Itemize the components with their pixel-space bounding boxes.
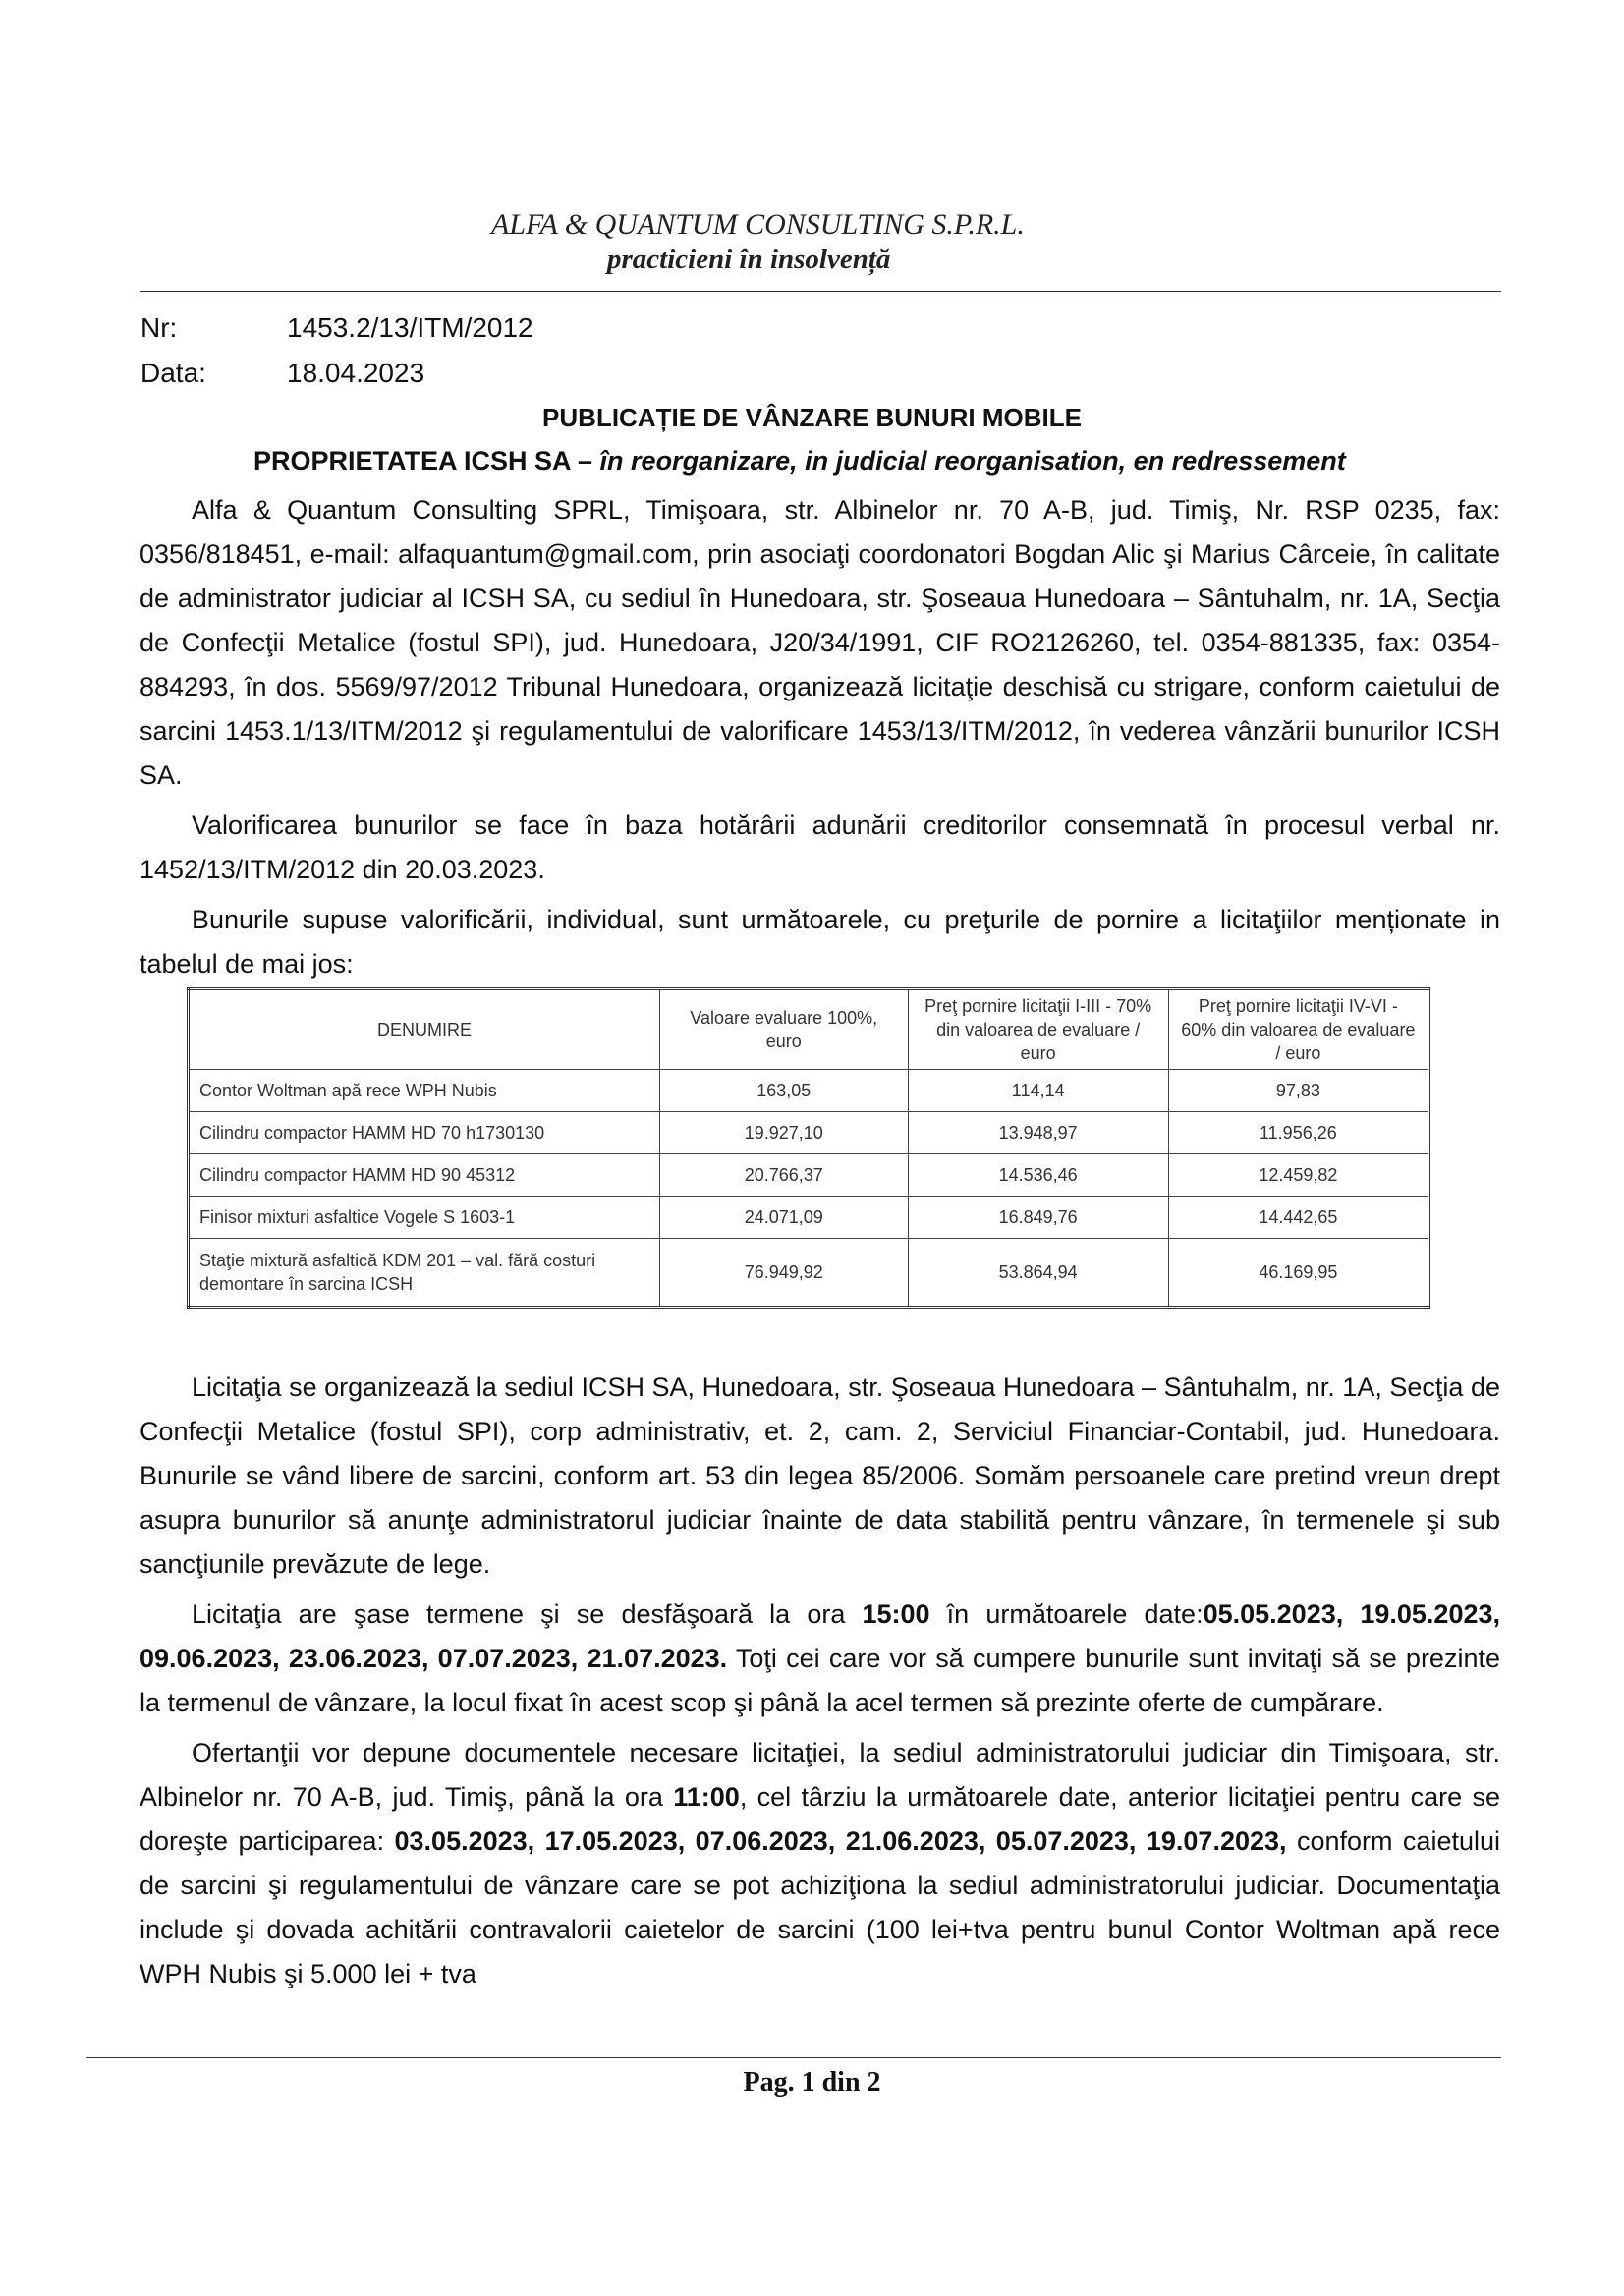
asset-name: Cilindru compactor HAMM HD 90 45312: [189, 1154, 660, 1197]
offers-deadline-dates: 03.05.2023, 17.05.2023, 07.06.2023, 21.06.2023, 05.07.2023, 19.07.2023,: [394, 1826, 1287, 1856]
auction-location-paragraph: Licitaţia se organizează la sediul ICSH SA, Hunedoara, str. Şoseaua Hunedoara – Sântuhalm, nr. 1A, Secţia de Confecţii Metalice (fostul SPI), corp administrativ, et. 2, cam. 2, Serviciul Financiar-Contabil, jud. Hunedoara. Bunurile se vând libere de sarcini, conform art. 53 din legea 85/2006. Somăm persoanele care pretind vreun drept asupra bunurilor să anunţe administratorul judiciar înainte de data stabilită pentru vânzare, în termenele şi sub sancţiunile prevăzute de lege.: [140, 1372, 1500, 1579]
page-number: Pag. 1 din 2: [743, 2067, 881, 2098]
footer-divider: [86, 2057, 1501, 2058]
column-header-price-60: Preţ pornire licitaţii IV-VI - 60% din valoarea de evaluare / euro: [1168, 989, 1428, 1070]
asset-price-60: 46.169,95: [1168, 1239, 1428, 1308]
document-subtitle: [253, 446, 1346, 476]
auction-dates-paragraph: [140, 1593, 1500, 1725]
offers-text-c: conform caietului de sarcini şi regulamentului de vânzare care se pot achiziţiona la sediul administratorului judiciar. Documentaţia include şi dovada achitării contravalorii caietelor de sarcini (100 lei+tva pentru bunul Contor Woltman apă rece WPH Nubis şi 5.000 lei + tva: [140, 1826, 1500, 1988]
asset-price-70: 14.536,46: [908, 1154, 1168, 1197]
asset-valuation: 20.766,37: [659, 1154, 908, 1197]
subtitle-bold: PROPRIETATEA ICSH SA –: [253, 446, 600, 476]
nr-value: 1453.2/13/ITM/2012: [287, 312, 533, 343]
asset-price-60: 12.459,82: [1168, 1154, 1428, 1197]
asset-price-60: 11.956,26: [1168, 1112, 1428, 1154]
header-divider: [140, 291, 1501, 292]
table-row: [189, 1112, 1429, 1154]
asset-price-60: 14.442,65: [1168, 1197, 1428, 1239]
asset-price-70: 13.948,97: [908, 1112, 1168, 1154]
asset-valuation: 76.949,92: [659, 1239, 908, 1308]
auction-dates: 05.05.2023, 19.05.2023, 09.06.2023, 23.06.2023, 07.07.2023, 21.07.2023.: [140, 1599, 1500, 1673]
company-tagline: practicieni în insolvență: [607, 244, 891, 275]
table-row: [189, 1239, 1429, 1308]
auction-dates-text-c: Toţi cei care vor să cumpere bunurile sunt invitaţi să se prezinte la termenul de vânzare, la locul fixat în acest scop şi până la acel termen să prezinte oferte de cumpărare.: [140, 1644, 1500, 1717]
letterhead: [491, 208, 1025, 276]
document-number: [140, 312, 533, 344]
asset-price-60: 97,83: [1168, 1070, 1428, 1112]
date-label: Data:: [140, 358, 206, 388]
table-header-row: [189, 989, 1429, 1070]
intro-paragraph-1: Alfa & Quantum Consulting SPRL, Timişoara, str. Albinelor nr. 70 A-B, jud. Timiş, Nr. RSP 0235, fax: 0356/818451, e-mail: alfaquantum@gmail.com, prin asociaţi coordonatori Bogdan Alic şi Marius Cârceie, în calitate de administrator judiciar al ICSH SA, cu sediul în Hunedoara, str. Şoseaua Hunedoara – Sântuhalm, nr. 1A, Secţia de Confecţii Metalice (fostul SPI), jud. Hunedoara, J20/34/1991, CIF RO2126260, tel. 0354-881335, fax: 0354-884293, în dos. 5569/97/2012 Tribunal Hunedoara, organizează licitaţie deschisă cu strigare, conform caietului de sarcini 1453.1/13/ITM/2012 şi regulamentului de valorificare 1453/13/ITM/2012, în vederea vânzării bunurilor ICSH SA.: [140, 495, 1500, 790]
offers-paragraph: [140, 1731, 1500, 1996]
asset-price-70: 114,14: [908, 1070, 1168, 1112]
asset-valuation: 19.927,10: [659, 1112, 908, 1154]
table-row: [189, 1197, 1429, 1239]
asset-valuation: 163,05: [659, 1070, 908, 1112]
offers-text-a: Ofertanţii vor depune documentele necesare licitaţiei, la sediul administratorului judiciar din Timişoara, str. Albinelor nr. 70 A-B, jud. Timiş, până la ora: [140, 1738, 1500, 1812]
intro-paragraph-3: Bunurile supuse valorificării, individual, sunt următoarele, cu preţurile de pornire a licitaţiilor menționate in tabelul de mai jos:: [140, 905, 1500, 979]
asset-name: Staţie mixtură asfaltică KDM 201 – val. fără costuri demontare în sarcina ICSH: [189, 1239, 660, 1308]
column-header-price-70: Preţ pornire licitaţii I-III - 70% din valoarea de evaluare / euro: [908, 989, 1168, 1070]
date-value: 18.04.2023: [287, 358, 425, 388]
asset-name: Cilindru compactor HAMM HD 70 h1730130: [189, 1112, 660, 1154]
asset-price-70: 16.849,76: [908, 1197, 1168, 1239]
assets-table-wrapper: [187, 987, 1430, 1309]
auction-time: 15:00: [862, 1599, 930, 1629]
auction-dates-text-a: Licitaţia are şase termene şi se desfăşoară la ora: [192, 1599, 863, 1629]
company-name: ALFA & QUANTUM CONSULTING S.P.R.L.: [491, 208, 1025, 241]
table-row: [189, 1154, 1429, 1197]
subtitle-italic: în reorganizare, in judicial reorganisation, en redressement: [599, 446, 1346, 476]
document-date: [140, 358, 424, 389]
offers-deadline-time: 11:00: [673, 1782, 740, 1812]
asset-price-70: 53.864,94: [908, 1239, 1168, 1308]
asset-valuation: 24.071,09: [659, 1197, 908, 1239]
intro-section: [140, 488, 1500, 992]
offers-text-b: , cel târziu la următoarele date, anterior licitaţiei pentru care se doreşte participarea:: [140, 1782, 1500, 1856]
nr-label: Nr:: [140, 312, 178, 343]
intro-paragraph-2: Valorificarea bunurilor se face în baza hotărârii adunării creditorilor consemnată în procesul verbal nr. 1452/13/ITM/2012 din 20.03.2023.: [140, 811, 1500, 884]
auction-dates-text-b: în următoarele date:: [929, 1599, 1204, 1629]
asset-name: Contor Woltman apă rece WPH Nubis: [189, 1070, 660, 1112]
assets-table: [187, 987, 1430, 1309]
column-header-name: DENUMIRE: [189, 989, 660, 1070]
table-row: [189, 1070, 1429, 1112]
conditions-section: [140, 1366, 1500, 2002]
column-header-valuation: Valoare evaluare 100%, euro: [659, 989, 908, 1070]
document-title: PUBLICAȚIE DE VÂNZARE BUNURI MOBILE: [542, 403, 1082, 432]
asset-name: Finisor mixturi asfaltice Vogele S 1603-1: [189, 1197, 660, 1239]
